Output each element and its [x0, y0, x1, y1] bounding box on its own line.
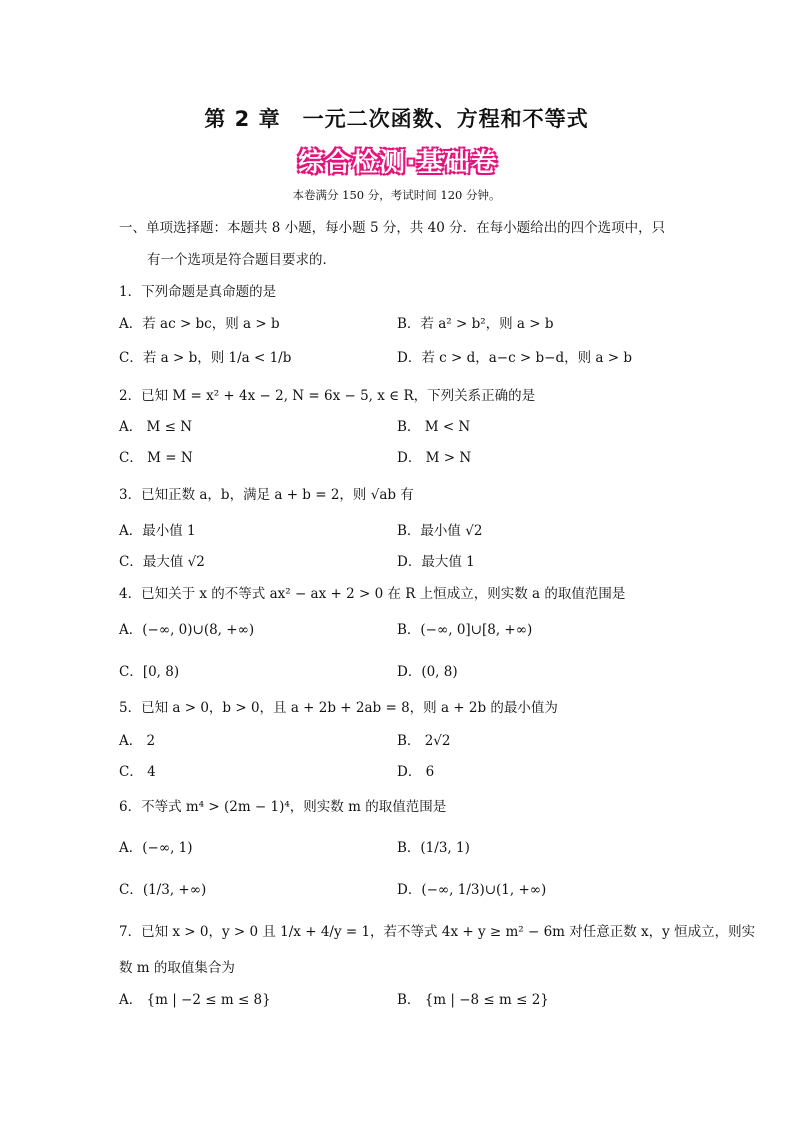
question-4-option-d: D．(0, 8)	[397, 664, 458, 680]
question-2-option-c: C． M = N	[119, 450, 193, 466]
question-2-stem: 2．已知 M = x² + 4x − 2, N = 6x − 5, x ∈ R，下列关系正确的是	[119, 388, 536, 404]
question-1-option-b: B．若 a² > b²，则 a > b	[397, 316, 554, 332]
question-4-option-a: A．(−∞, 0)∪(8, +∞)	[119, 622, 255, 638]
question-2-option-b: B． M < N	[397, 419, 471, 435]
question-5-stem: 5．已知 a > 0，b > 0，且 a + 2b + 2ab = 8，则 a + 2b 的最小值为	[119, 700, 558, 716]
question-5-option-d: D． 6	[397, 764, 435, 780]
question-1-stem: 1．下列命题是真命题的是	[119, 284, 277, 300]
question-5-option-a: A． 2	[119, 733, 156, 749]
question-3-option-d: D．最大值 1	[397, 554, 475, 570]
question-2-option-a: A． M ≤ N	[119, 419, 193, 435]
question-6-option-b: B．(1/3, 1)	[397, 840, 470, 856]
question-5-option-c: C． 4	[119, 764, 156, 780]
question-2-option-d: D． M > N	[397, 450, 472, 466]
question-6-option-d: D．(−∞, 1/3)∪(1, +∞)	[397, 882, 547, 898]
question-6-option-c: C．(1/3, +∞)	[119, 882, 207, 898]
question-3-option-c: C．最大值 √2	[119, 554, 205, 570]
question-3-option-b: B．最小值 √2	[397, 523, 483, 539]
exam-note: 本卷满分 150 分，考试时间 120 分钟。	[292, 188, 501, 202]
question-6-option-a: A．(−∞, 1)	[119, 840, 193, 856]
question-3-option-a: A．最小值 1	[119, 523, 196, 539]
section-heading-line2: 有一个选项是符合题目要求的．	[147, 252, 336, 268]
question-7-option-a: A． {m | −2 ≤ m ≤ 8}	[119, 992, 271, 1008]
question-7-stem: 7．已知 x > 0，y > 0 且 1/x + 4/y = 1，若不等式 4x + y ≥ m² − 6m 对任意正数 x，y 恒成立，则实	[119, 924, 756, 940]
question-4-option-c: C．[0, 8)	[119, 664, 180, 680]
question-4-option-b: B．(−∞, 0]∪[8, +∞)	[397, 622, 533, 638]
question-3-stem: 3．已知正数 a，b，满足 a + b = 2，则 √ab 有	[119, 487, 414, 503]
question-4-stem: 4．已知关于 x 的不等式 ax² − ax + 2 > 0 在 R 上恒成立，则实数 a 的取值范围是	[119, 586, 626, 602]
question-5-option-b: B． 2√2	[397, 733, 451, 749]
exam-banner	[280, 142, 516, 178]
question-7-option-b: B． {m | −8 ≤ m ≤ 2}	[397, 992, 549, 1008]
section-heading-line1: 一、单项选择题：本题共 8 小题，每小题 5 分，共 40 分．在每小题给出的四个选项中，只	[119, 220, 666, 236]
page-title: 第 2 章 一元二次函数、方程和不等式	[204, 107, 589, 131]
banner-text: 综合检测·基础卷	[298, 148, 498, 178]
question-1-option-d: D．若 c > d，a−c > b−d，则 a > b	[397, 350, 632, 366]
question-7-stem-continued: 数 m 的取值集合为	[119, 960, 235, 976]
question-6-stem: 6．不等式 m⁴ > (2m − 1)⁴，则实数 m 的取值范围是	[119, 799, 447, 815]
question-1-option-c: C．若 a > b，则 1/a < 1/b	[119, 350, 292, 366]
question-1-option-a: A．若 ac > bc，则 a > b	[119, 316, 280, 332]
